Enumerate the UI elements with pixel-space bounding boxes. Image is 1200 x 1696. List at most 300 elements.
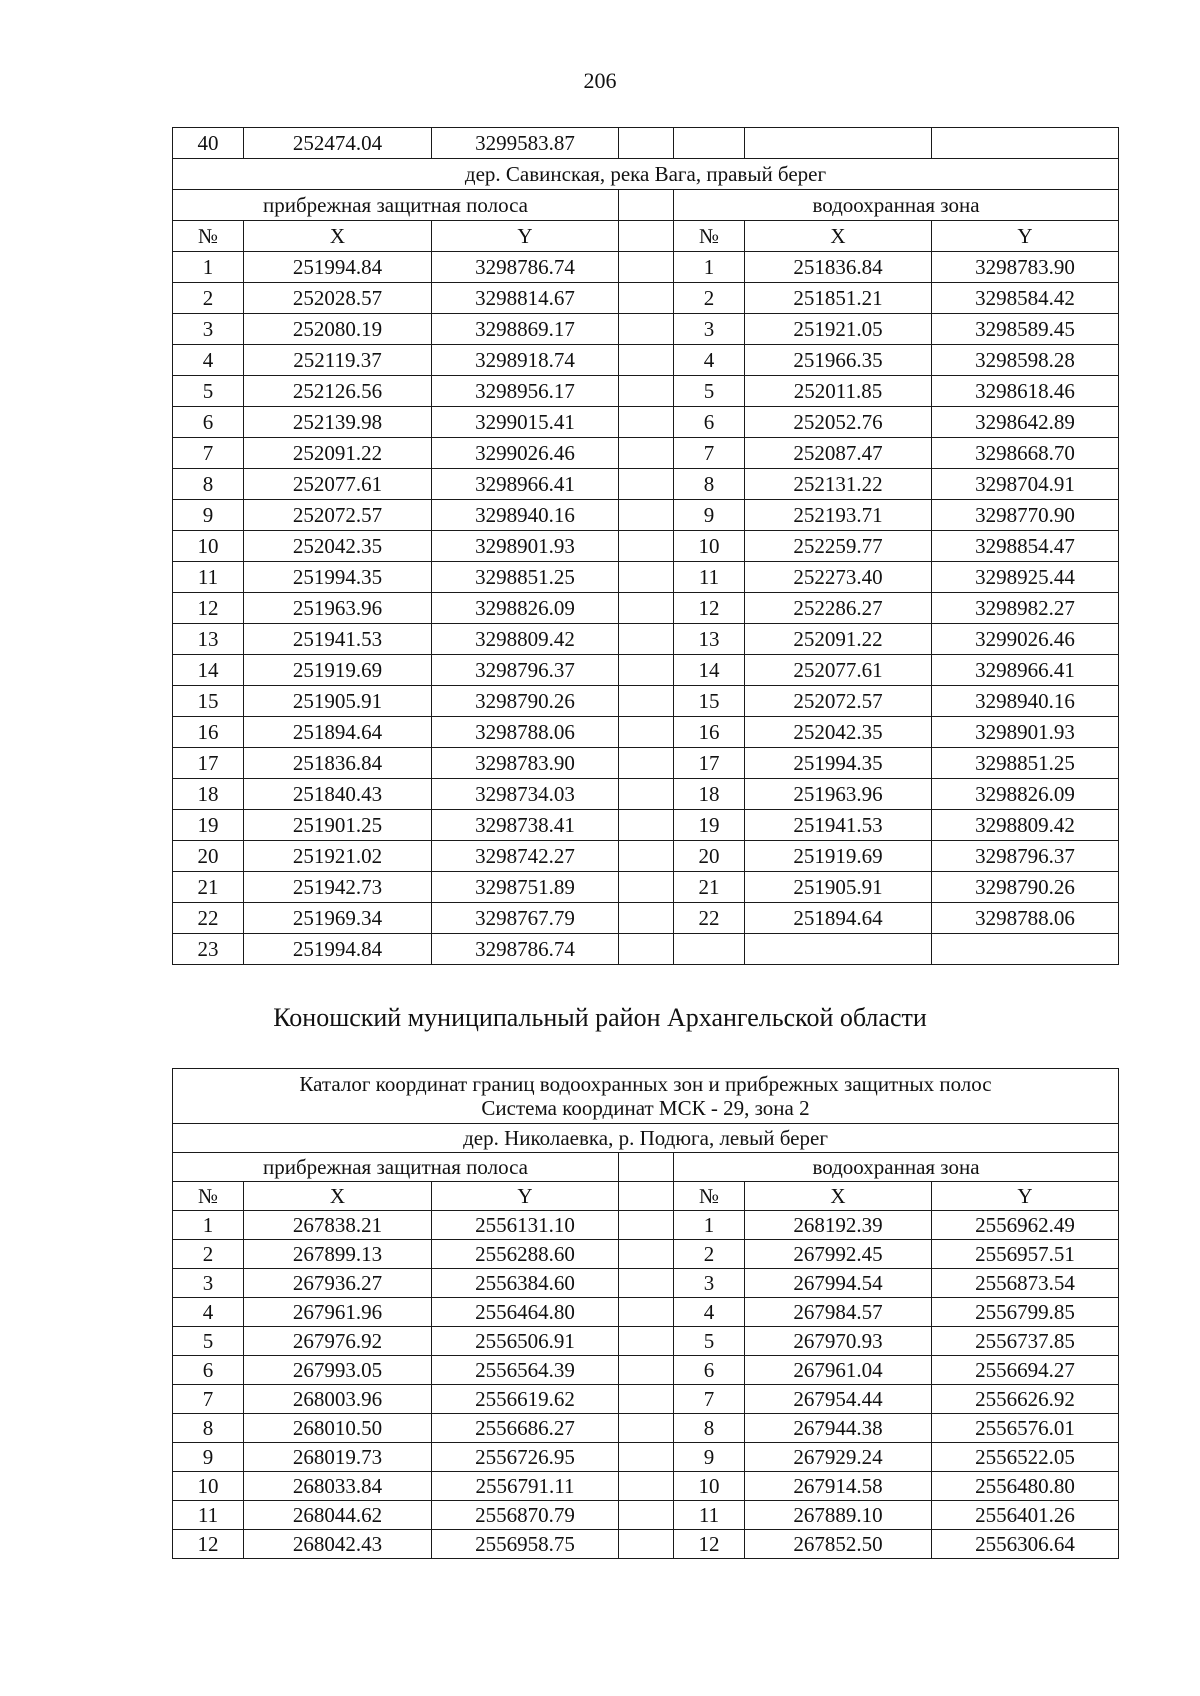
spacer-cell	[619, 1211, 674, 1240]
catalog-row	[173, 1069, 1119, 1124]
zone-coord-x: 251994.35	[745, 748, 932, 779]
coastal-coord-y: 3298734.03	[432, 779, 619, 810]
zone-point-number: 9	[674, 1443, 745, 1472]
coastal-point-number: 17	[173, 748, 244, 779]
table-row	[173, 1385, 1119, 1414]
coastal-coord-y: 2556791.11	[432, 1472, 619, 1501]
zone-point-number: 11	[674, 562, 745, 593]
coastal-coord-y: 3299015.41	[432, 407, 619, 438]
coastal-coord-x: 268042.43	[244, 1530, 432, 1559]
zone-coord-x: 252273.40	[745, 562, 932, 593]
zone-point-number: 5	[674, 1327, 745, 1356]
zone-point-number: 12	[674, 593, 745, 624]
zone-point-number: 6	[674, 407, 745, 438]
coastal-coord-x: 251994.84	[244, 934, 432, 965]
coastal-coord-y: 2556131.10	[432, 1211, 619, 1240]
coastal-coord-y: 2556464.80	[432, 1298, 619, 1327]
coastal-coord-y: 3298738.41	[432, 810, 619, 841]
zone-point-number: 5	[674, 376, 745, 407]
zone-coord-y: 3298642.89	[932, 407, 1119, 438]
zone-point-number: 4	[674, 345, 745, 376]
spacer-cell	[619, 934, 674, 965]
zone-coord-y: 3298826.09	[932, 779, 1119, 810]
coastal-coord-x: 252080.19	[244, 314, 432, 345]
coastal-point-number: 8	[173, 1414, 244, 1443]
table-row	[173, 810, 1119, 841]
table-row	[173, 717, 1119, 748]
table-row	[173, 562, 1119, 593]
coastal-coord-x: 267838.21	[244, 1211, 432, 1240]
zone-coord-x: 267984.57	[745, 1298, 932, 1327]
zone-coord-y: 2556694.27	[932, 1356, 1119, 1385]
spacer-cell	[619, 190, 674, 221]
table-row	[173, 1298, 1119, 1327]
coastal-coord-y: 2556686.27	[432, 1414, 619, 1443]
spacer-cell	[619, 1269, 674, 1298]
table-row	[173, 407, 1119, 438]
zone-coord-y: 3299026.46	[932, 624, 1119, 655]
group-water-zone: водоохранная зона	[674, 1153, 1119, 1182]
column-header-row	[173, 221, 1119, 252]
coastal-coord-x: 267961.96	[244, 1298, 432, 1327]
coastal-coord-y: 3298956.17	[432, 376, 619, 407]
coastal-coord-y: 3298851.25	[432, 562, 619, 593]
group-coastal-strip: прибрежная защитная полоса	[173, 1153, 619, 1182]
coastal-coord-y: 3299026.46	[432, 438, 619, 469]
table-row	[173, 779, 1119, 810]
spacer-cell	[619, 1501, 674, 1530]
spacer-cell	[619, 1153, 674, 1182]
table-row	[173, 934, 1119, 965]
col-x-header: X	[244, 1182, 432, 1211]
coastal-coord-y: 2556870.79	[432, 1501, 619, 1530]
coastal-coord-x: 268019.73	[244, 1443, 432, 1472]
coastal-coord-y: 3298796.37	[432, 655, 619, 686]
zone-coord-x: 251941.53	[745, 810, 932, 841]
spacer-cell	[619, 655, 674, 686]
zone-point-number: 11	[674, 1501, 745, 1530]
coastal-point-number: 13	[173, 624, 244, 655]
table-row	[173, 686, 1119, 717]
spacer-cell	[619, 1443, 674, 1472]
coastal-coord-y: 3298788.06	[432, 717, 619, 748]
coastal-coord-x: 252119.37	[244, 345, 432, 376]
coastal-point-number: 19	[173, 810, 244, 841]
table-row	[173, 872, 1119, 903]
coordinate-table-nikolaevka	[172, 1068, 1119, 1559]
spacer-cell	[619, 376, 674, 407]
zone-coord-x: 267954.44	[745, 1385, 932, 1414]
spacer-cell	[619, 1414, 674, 1443]
spacer-cell	[619, 407, 674, 438]
coastal-coord-y: 2556726.95	[432, 1443, 619, 1472]
spacer-cell	[619, 314, 674, 345]
zone-coord-x: 252286.27	[745, 593, 932, 624]
coastal-coord-y: 3298742.27	[432, 841, 619, 872]
spacer-cell	[619, 1240, 674, 1269]
zone-point-number: 20	[674, 841, 745, 872]
zone-point-number: 2	[674, 1240, 745, 1269]
zone-coord-x: 267970.93	[745, 1327, 932, 1356]
col-x-header: X	[244, 221, 432, 252]
table-row	[173, 1530, 1119, 1559]
coastal-coord-y: 3298918.74	[432, 345, 619, 376]
location-title: дер. Николаевка, р. Подюга, левый берег	[173, 1124, 1119, 1153]
zone-point-number: 4	[674, 1298, 745, 1327]
coastal-point-number: 5	[173, 1327, 244, 1356]
zone-point-number: 14	[674, 655, 745, 686]
coordinate-table-savinskaya	[172, 127, 1119, 965]
table-row	[173, 1327, 1119, 1356]
coastal-coord-x: 251840.43	[244, 779, 432, 810]
zone-coord-x: 252087.47	[745, 438, 932, 469]
page-number: 206	[583, 68, 617, 93]
coastal-coord-y: 3298790.26	[432, 686, 619, 717]
coastal-point-number: 10	[173, 531, 244, 562]
col-y-header: Y	[932, 1182, 1119, 1211]
coastal-coord-y: 2556564.39	[432, 1356, 619, 1385]
coastal-coord-x: 251941.53	[244, 624, 432, 655]
zone-coord-y: 2556626.92	[932, 1385, 1119, 1414]
col-num-header: №	[674, 1182, 745, 1211]
zone-coord-x: 252052.76	[745, 407, 932, 438]
table-row	[173, 345, 1119, 376]
coastal-point-number: 7	[173, 1385, 244, 1414]
zone-coord-x: 252011.85	[745, 376, 932, 407]
table-row	[173, 841, 1119, 872]
coastal-point-number: 2	[173, 283, 244, 314]
col-y-header: Y	[932, 221, 1119, 252]
zone-coord-x: 267852.50	[745, 1530, 932, 1559]
coastal-point-number: 4	[173, 1298, 244, 1327]
coastal-point-number: 11	[173, 562, 244, 593]
zone-coord-x: 251919.69	[745, 841, 932, 872]
zone-coord-x: 252077.61	[745, 655, 932, 686]
coastal-coord-x: 267976.92	[244, 1327, 432, 1356]
coastal-coord-x: 251919.69	[244, 655, 432, 686]
coastal-coord-x: 267936.27	[244, 1269, 432, 1298]
zone-coord-y: 2556306.64	[932, 1530, 1119, 1559]
table-row	[173, 748, 1119, 779]
coastal-coord-x: 267899.13	[244, 1240, 432, 1269]
zone-point-number: 1	[674, 1211, 745, 1240]
col-x-header: X	[745, 1182, 932, 1211]
zone-coord-y: 3298790.26	[932, 872, 1119, 903]
zone-coord-y: 2556737.85	[932, 1327, 1119, 1356]
coastal-coord-x: 252042.35	[244, 531, 432, 562]
spacer-cell	[619, 345, 674, 376]
coastal-coord-x: 252139.98	[244, 407, 432, 438]
coastal-coord-x: 268003.96	[244, 1385, 432, 1414]
zone-coord-x: 252193.71	[745, 500, 932, 531]
coastal-point-number: 20	[173, 841, 244, 872]
zone-coord-x: 251966.35	[745, 345, 932, 376]
spacer-cell	[619, 624, 674, 655]
zone-coord-y: 3298783.90	[932, 252, 1119, 283]
coastal-coord-y: 2556384.60	[432, 1269, 619, 1298]
table-row	[173, 128, 1119, 159]
cell	[932, 128, 1119, 159]
group-header-row	[173, 190, 1119, 221]
col-y-header: Y	[432, 221, 619, 252]
zone-coord-x: 251921.05	[745, 314, 932, 345]
zone-point-number: 17	[674, 748, 745, 779]
coastal-coord-x: 252091.22	[244, 438, 432, 469]
zone-coord-y: 3298901.93	[932, 717, 1119, 748]
zone-coord-x: 252042.35	[745, 717, 932, 748]
zone-point-number: 18	[674, 779, 745, 810]
zone-coord-x: 251836.84	[745, 252, 932, 283]
spacer-cell	[619, 1182, 674, 1211]
group-header-row	[173, 1153, 1119, 1182]
spacer-cell	[619, 686, 674, 717]
spacer-cell	[619, 283, 674, 314]
zone-coord-y: 2556873.54	[932, 1269, 1119, 1298]
spacer-cell	[619, 531, 674, 562]
zone-point-number: 8	[674, 1414, 745, 1443]
zone-point-number: 10	[674, 531, 745, 562]
zone-point-number: 8	[674, 469, 745, 500]
section-title: Коношский муниципальный район Архангельской области	[273, 1003, 927, 1032]
zone-coord-x: 252131.22	[745, 469, 932, 500]
col-num-header: №	[674, 221, 745, 252]
coastal-point-number: 9	[173, 500, 244, 531]
zone-coord-x: 267889.10	[745, 1501, 932, 1530]
cell	[745, 128, 932, 159]
cell: 3299583.87	[432, 128, 619, 159]
zone-point-number: 16	[674, 717, 745, 748]
coastal-coord-y: 3298809.42	[432, 624, 619, 655]
table-row	[173, 314, 1119, 345]
zone-point-number: 7	[674, 1385, 745, 1414]
coastal-point-number: 4	[173, 345, 244, 376]
zone-point-number: 21	[674, 872, 745, 903]
coastal-point-number: 12	[173, 1530, 244, 1559]
coastal-point-number: 9	[173, 1443, 244, 1472]
zone-point-number: 19	[674, 810, 745, 841]
zone-point-number: 1	[674, 252, 745, 283]
coastal-coord-x: 251994.35	[244, 562, 432, 593]
spacer-cell	[619, 779, 674, 810]
spacer-cell	[619, 903, 674, 934]
zone-coord-y: 3298788.06	[932, 903, 1119, 934]
col-num-header: №	[173, 1182, 244, 1211]
cell	[619, 128, 674, 159]
coastal-point-number: 15	[173, 686, 244, 717]
spacer-cell	[619, 841, 674, 872]
zone-coord-y: 3298598.28	[932, 345, 1119, 376]
cell: 252474.04	[244, 128, 432, 159]
zone-coord-y: 2556957.51	[932, 1240, 1119, 1269]
spacer-cell	[619, 1356, 674, 1385]
zone-coord-y: 3298925.44	[932, 562, 1119, 593]
spacer-cell	[619, 562, 674, 593]
zone-point-number: 22	[674, 903, 745, 934]
coastal-coord-y: 3298826.09	[432, 593, 619, 624]
col-y-header: Y	[432, 1182, 619, 1211]
zone-coord-y: 3298796.37	[932, 841, 1119, 872]
table-row	[173, 438, 1119, 469]
spacer-cell	[619, 593, 674, 624]
table-row	[173, 1414, 1119, 1443]
zone-coord-x: 267944.38	[745, 1414, 932, 1443]
coastal-point-number: 10	[173, 1472, 244, 1501]
zone-point-number: 6	[674, 1356, 745, 1385]
zone-coord-y: 3298809.42	[932, 810, 1119, 841]
zone-point-number	[674, 934, 745, 965]
table-row	[173, 624, 1119, 655]
table-row	[173, 283, 1119, 314]
coastal-coord-x: 268010.50	[244, 1414, 432, 1443]
coastal-point-number: 22	[173, 903, 244, 934]
zone-coord-x: 251963.96	[745, 779, 932, 810]
coastal-coord-x: 251901.25	[244, 810, 432, 841]
coastal-coord-y: 3298901.93	[432, 531, 619, 562]
zone-coord-y: 3298982.27	[932, 593, 1119, 624]
group-coastal-strip: прибрежная защитная полоса	[173, 190, 619, 221]
spacer-cell	[619, 1327, 674, 1356]
zone-coord-y: 2556522.05	[932, 1443, 1119, 1472]
table-row	[173, 469, 1119, 500]
spacer-cell	[619, 872, 674, 903]
table-row	[173, 593, 1119, 624]
zone-coord-x: 267914.58	[745, 1472, 932, 1501]
coastal-point-number: 18	[173, 779, 244, 810]
coastal-point-number: 5	[173, 376, 244, 407]
coastal-point-number: 11	[173, 1501, 244, 1530]
spacer-cell	[619, 469, 674, 500]
zone-coord-x: 268192.39	[745, 1211, 932, 1240]
zone-coord-y: 3298584.42	[932, 283, 1119, 314]
zone-coord-x	[745, 934, 932, 965]
coastal-point-number: 6	[173, 1356, 244, 1385]
zone-coord-y: 3298668.70	[932, 438, 1119, 469]
coastal-coord-y: 3298783.90	[432, 748, 619, 779]
coastal-coord-x: 251963.96	[244, 593, 432, 624]
zone-coord-x: 267961.04	[745, 1356, 932, 1385]
col-num-header: №	[173, 221, 244, 252]
table-row	[173, 1501, 1119, 1530]
zone-point-number: 15	[674, 686, 745, 717]
spacer-cell	[619, 717, 674, 748]
coastal-coord-y: 3298751.89	[432, 872, 619, 903]
spacer-cell	[619, 221, 674, 252]
coastal-coord-y: 3298869.17	[432, 314, 619, 345]
zone-coord-y: 2556576.01	[932, 1414, 1119, 1443]
zone-point-number: 10	[674, 1472, 745, 1501]
table-row	[173, 903, 1119, 934]
table-row	[173, 500, 1119, 531]
zone-coord-x: 267929.24	[745, 1443, 932, 1472]
coastal-coord-x: 251994.84	[244, 252, 432, 283]
coastal-coord-y: 3298786.74	[432, 252, 619, 283]
catalog-title	[173, 1069, 1119, 1124]
table-row	[173, 531, 1119, 562]
zone-point-number: 12	[674, 1530, 745, 1559]
coastal-coord-y: 3298966.41	[432, 469, 619, 500]
coastal-coord-x: 251836.84	[244, 748, 432, 779]
zone-coord-y	[932, 934, 1119, 965]
coastal-point-number: 1	[173, 252, 244, 283]
zone-point-number: 3	[674, 1269, 745, 1298]
table-row	[173, 376, 1119, 407]
coastal-coord-x: 251921.02	[244, 841, 432, 872]
location-title: дер. Савинская, река Вага, правый берег	[173, 159, 1119, 190]
spacer-cell	[619, 1472, 674, 1501]
coastal-point-number: 16	[173, 717, 244, 748]
zone-coord-x: 252259.77	[745, 531, 932, 562]
coastal-point-number: 6	[173, 407, 244, 438]
table-row	[173, 1240, 1119, 1269]
zone-coord-y: 3298618.46	[932, 376, 1119, 407]
table-row	[173, 1356, 1119, 1385]
zone-coord-x: 251894.64	[745, 903, 932, 934]
coastal-coord-y: 3298814.67	[432, 283, 619, 314]
zone-coord-y: 3298704.91	[932, 469, 1119, 500]
zone-coord-y: 3298589.45	[932, 314, 1119, 345]
coastal-point-number: 12	[173, 593, 244, 624]
coastal-coord-x: 268044.62	[244, 1501, 432, 1530]
zone-point-number: 3	[674, 314, 745, 345]
coastal-point-number: 14	[173, 655, 244, 686]
group-water-zone: водоохранная зона	[674, 190, 1119, 221]
spacer-cell	[619, 1298, 674, 1327]
table-row	[173, 252, 1119, 283]
coastal-coord-y: 2556619.62	[432, 1385, 619, 1414]
coastal-coord-x: 251894.64	[244, 717, 432, 748]
zone-coord-x: 252072.57	[745, 686, 932, 717]
zone-coord-y: 2556962.49	[932, 1211, 1119, 1240]
zone-coord-y: 2556480.80	[932, 1472, 1119, 1501]
table-row	[173, 1443, 1119, 1472]
coastal-point-number: 8	[173, 469, 244, 500]
spacer-cell	[619, 500, 674, 531]
location-row	[173, 159, 1119, 190]
zone-coord-y: 3298854.47	[932, 531, 1119, 562]
coastal-coord-y: 3298786.74	[432, 934, 619, 965]
zone-coord-y: 3298940.16	[932, 686, 1119, 717]
zone-coord-y: 2556799.85	[932, 1298, 1119, 1327]
coastal-coord-y: 3298940.16	[432, 500, 619, 531]
zone-coord-x: 251905.91	[745, 872, 932, 903]
coastal-point-number: 2	[173, 1240, 244, 1269]
table-row	[173, 1211, 1119, 1240]
zone-coord-x: 251851.21	[745, 283, 932, 314]
column-header-row	[173, 1182, 1119, 1211]
zone-point-number: 7	[674, 438, 745, 469]
zone-coord-x: 252091.22	[745, 624, 932, 655]
coastal-coord-x: 252126.56	[244, 376, 432, 407]
coastal-coord-x: 251942.73	[244, 872, 432, 903]
coastal-coord-y: 2556958.75	[432, 1530, 619, 1559]
coastal-coord-y: 2556288.60	[432, 1240, 619, 1269]
coastal-coord-x: 252072.57	[244, 500, 432, 531]
spacer-cell	[619, 1385, 674, 1414]
col-x-header: X	[745, 221, 932, 252]
coastal-coord-x: 252077.61	[244, 469, 432, 500]
coastal-point-number: 3	[173, 1269, 244, 1298]
table-row	[173, 1269, 1119, 1298]
zone-coord-y: 2556401.26	[932, 1501, 1119, 1530]
cell	[674, 128, 745, 159]
spacer-cell	[619, 810, 674, 841]
spacer-cell	[619, 748, 674, 779]
cell: 40	[173, 128, 244, 159]
coastal-coord-x: 268033.84	[244, 1472, 432, 1501]
spacer-cell	[619, 252, 674, 283]
coastal-point-number: 1	[173, 1211, 244, 1240]
coastal-point-number: 3	[173, 314, 244, 345]
